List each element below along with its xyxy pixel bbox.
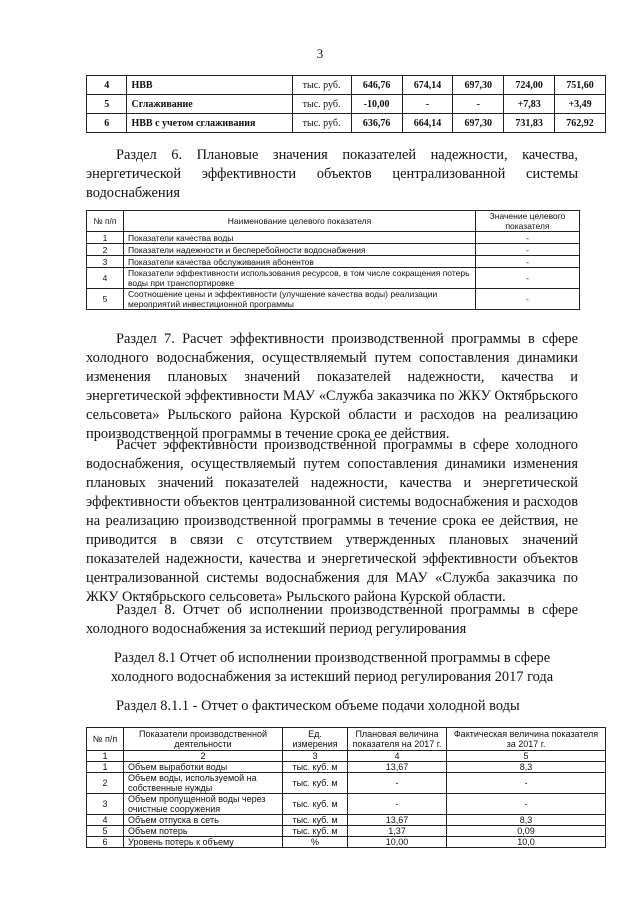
table-row xyxy=(87,289,580,310)
plan-value: - xyxy=(348,794,447,815)
table-row xyxy=(87,794,606,815)
indicator-name: НВВ с учетом сглаживания xyxy=(127,114,292,133)
unit: тыс. куб. м xyxy=(283,762,348,773)
indicator-value: - xyxy=(476,256,580,268)
col-header-plan: Плановая величина показателя на 2017 г. xyxy=(348,728,447,751)
fact-value: - xyxy=(447,773,606,794)
row-number: 5 xyxy=(87,826,124,837)
indicator-value: - xyxy=(476,244,580,256)
indicator-name: Показатели эффективности использования ресурсов, в том числе сокращения потерь воды при транспортировке xyxy=(124,268,476,289)
value-cell: 697,30 xyxy=(453,114,504,133)
unit: тыс. куб. м xyxy=(283,773,348,794)
tariff-table xyxy=(86,75,606,133)
unit: % xyxy=(283,837,348,848)
value-cell: 751,60 xyxy=(555,76,606,95)
row-number: 1 xyxy=(87,762,124,773)
col-header-fact: Фактическая величина показателя за 2017 г. xyxy=(447,728,606,751)
table-row xyxy=(87,815,606,826)
row-number: 4 xyxy=(87,76,127,95)
section-8-heading: Раздел 8. Отчет об исполнении производственной программы в сфере холодного водоснабжения за истекший период регулирования xyxy=(86,602,578,637)
table-row xyxy=(87,837,606,848)
value-cell: 724,00 xyxy=(504,76,555,95)
indicator-name: НВВ xyxy=(127,76,292,95)
unit: тыс. руб. xyxy=(292,76,351,95)
value-cell: 697,30 xyxy=(453,76,504,95)
row-number: 1 xyxy=(87,232,124,244)
table-row xyxy=(87,232,580,244)
row-number: 5 xyxy=(87,95,127,114)
table-row xyxy=(87,76,606,95)
water-volume-table xyxy=(86,727,606,848)
value-cell: 636,76 xyxy=(351,114,402,133)
unit: тыс. куб. м xyxy=(283,815,348,826)
section-8-1-1-heading: Раздел 8.1.1 - Отчет о фактическом объеме подачи холодной воды xyxy=(116,698,520,714)
unit: тыс. куб. м xyxy=(283,794,348,815)
value-cell: +3,49 xyxy=(555,95,606,114)
value-cell: +7,83 xyxy=(504,95,555,114)
fact-value: - xyxy=(447,794,606,815)
plan-value: - xyxy=(348,773,447,794)
section-7-body: Расчет эффективности производственной программы в сфере холодного водоснабжения, осуществляемый путем сопоставления динамики изменения плановых значений показателей надежности, качества и энергетической эффективности объектов централизованной системы водоснабжения и расходов на реализацию производственной программы в течение срока ее действия, не приводится в связи с отсутствием утвержденных плановых значений показателей надежности, качества и энергетической эффективности объектов централизованной системы водоснабжения для МАУ «Служба заказчика по ЖКУ Октябрьского сельсовета» Рыльского района Курской области. xyxy=(86,437,578,605)
indicator-value: - xyxy=(476,289,580,310)
fact-value: 0,09 xyxy=(447,826,606,837)
col-header-number: № п/п xyxy=(87,211,124,232)
col-header-number: № п/п xyxy=(87,728,124,751)
table-row xyxy=(87,268,580,289)
row-number: 6 xyxy=(87,837,124,848)
table-row xyxy=(87,773,606,794)
fact-value: 8,3 xyxy=(447,815,606,826)
fact-value: 8,3 xyxy=(447,762,606,773)
indicator-name: Объем пропущенной воды через очистные сооружения xyxy=(124,794,283,815)
value-cell: 674,14 xyxy=(402,76,453,95)
indicator-value: - xyxy=(476,268,580,289)
column-index: 1 xyxy=(87,751,124,762)
indicator-name: Показатели качества воды xyxy=(124,232,476,244)
col-header-indicator: Наименование целевого показателя xyxy=(124,211,476,232)
page-number: 3 xyxy=(316,46,324,61)
value-cell: - xyxy=(453,95,504,114)
column-index: 5 xyxy=(447,751,606,762)
section-7-heading: Раздел 7. Расчет эффективности производственной программы в сфере холодного водоснабжения, осуществляемый путем сопоставления динамики изменения плановых значений показателей надежности, качества и энергетической эффективности МАУ «Служба заказчика по ЖКУ Октябрьского сельсовета» Рыльского района Курской области и расходов на реализацию производственной программы в течение срока ее действия. xyxy=(86,331,578,442)
value-cell: -10,00 xyxy=(351,95,402,114)
col-header-indicator: Показатели производственной деятельности xyxy=(124,728,283,751)
indicator-name: Объем выработки воды xyxy=(124,762,283,773)
row-number: 4 xyxy=(87,815,124,826)
table-row xyxy=(87,244,580,256)
row-number: 5 xyxy=(87,289,124,310)
indicator-name: Показатели качества обслуживания абонентов xyxy=(124,256,476,268)
indicator-name: Объем воды, используемой на собственные нужды xyxy=(124,773,283,794)
table-row xyxy=(87,762,606,773)
indicator-name: Уровень потерь к объему xyxy=(124,837,283,848)
fact-value: 10,0 xyxy=(447,837,606,848)
row-number: 3 xyxy=(87,256,124,268)
row-number: 2 xyxy=(87,773,124,794)
plan-value: 13,67 xyxy=(348,762,447,773)
indicator-name: Показатели надежности и бесперебойности водоснабжения xyxy=(124,244,476,256)
plan-value: 13,67 xyxy=(348,815,447,826)
indicator-name: Соотношение цены и эффективности (улучшение качества воды) реализации мероприятий инвестиционной программы xyxy=(124,289,476,310)
section-8-1-heading: Раздел 8.1 Отчет об исполнении производственной программы в сфере холодного водоснабжения за истекший период регулирования 2017 года xyxy=(110,650,554,685)
plan-value: 10,00 xyxy=(348,837,447,848)
row-number: 3 xyxy=(87,794,124,815)
plan-value: 1,37 xyxy=(348,826,447,837)
table-row xyxy=(87,826,606,837)
indicator-name: Объем отпуска в сеть xyxy=(124,815,283,826)
column-index: 4 xyxy=(348,751,447,762)
target-indicators-table xyxy=(86,210,580,310)
unit: тыс. руб. xyxy=(292,95,351,114)
section-6-heading: Раздел 6. Плановые значения показателей надежности, качества, энергетической эффективности объектов централизованной системы водоснабжения xyxy=(86,147,578,201)
row-number: 6 xyxy=(87,114,127,133)
indicator-name: Сглаживание xyxy=(127,95,292,114)
unit: тыс. куб. м xyxy=(283,826,348,837)
indicator-name: Объем потерь xyxy=(124,826,283,837)
value-cell: 731,83 xyxy=(504,114,555,133)
col-header-value: Значение целевого показателя xyxy=(476,211,580,232)
indicator-value: - xyxy=(476,232,580,244)
table-row xyxy=(87,114,606,133)
unit: тыс. руб. xyxy=(292,114,351,133)
value-cell: 646,76 xyxy=(351,76,402,95)
column-index-row xyxy=(87,751,606,762)
table-row xyxy=(87,256,580,268)
column-index: 3 xyxy=(283,751,348,762)
col-header-unit: Ед. измерения xyxy=(283,728,348,751)
table-row xyxy=(87,95,606,114)
column-index: 2 xyxy=(124,751,283,762)
row-number: 2 xyxy=(87,244,124,256)
value-cell: 664,14 xyxy=(402,114,453,133)
row-number: 4 xyxy=(87,268,124,289)
value-cell: - xyxy=(402,95,453,114)
value-cell: 762,92 xyxy=(555,114,606,133)
